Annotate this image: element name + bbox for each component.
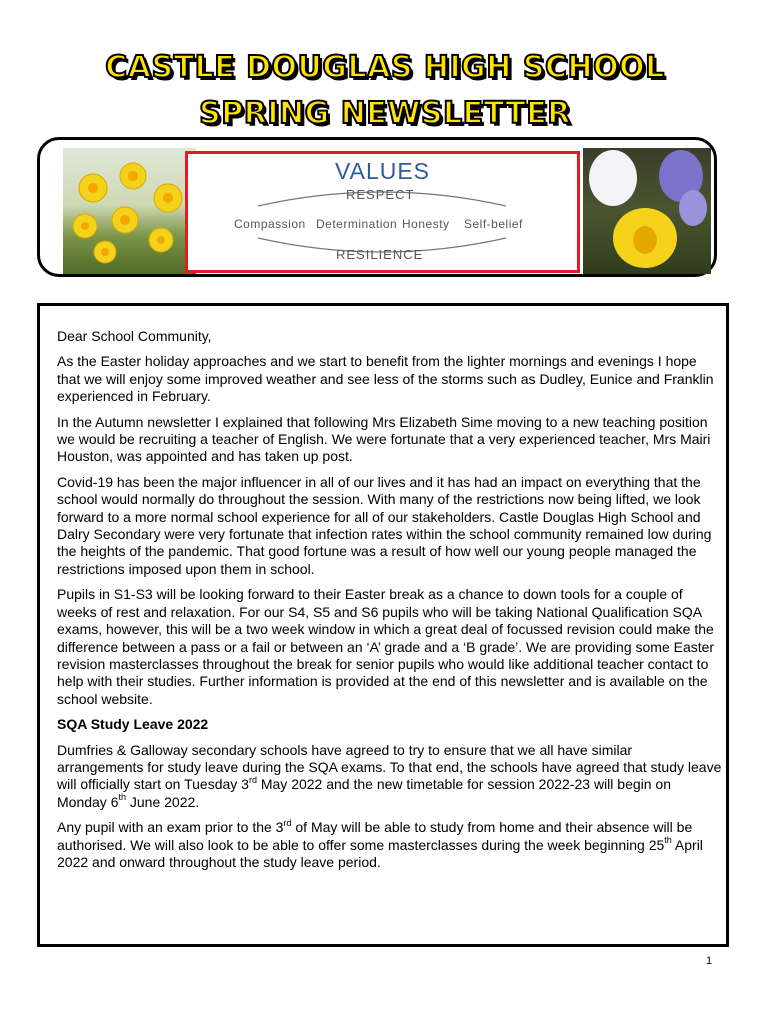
newsletter-title-school: CASTLE DOUGLAS HIGH SCHOOL bbox=[105, 50, 665, 85]
value-respect: RESPECT bbox=[346, 187, 415, 202]
letter-paragraph bbox=[57, 742, 722, 812]
text-span: April 2022 and onward throughout the study leave period. bbox=[57, 836, 703, 870]
text-span: of May will be able to study from home and their absence will be authorised. We will also look to be able to offer some masterclasses during the week beginning 25 bbox=[57, 819, 693, 853]
letter-body bbox=[57, 328, 722, 879]
text-span: Any pupil with an exam prior to the 3 bbox=[57, 819, 284, 836]
letter-paragraph: Pupils in S1-S3 will be looking forward to their Easter break as a chance to down tools for a couple of weeks of rest and relaxation. For our S4, S5 and S6 pupils who will be taking National Qualification SQA exams, however, this will be a two week window in which a great deal of focussed revision could make the difference between a pass or a fail or between an ‘A’ grade and a ‘B grade’. We are providing some Easter revision masterclasses throughout the break for senior pupils who would like additional teacher contact to help with their studies. Further information is provided at the end of this newsletter and is available on the school website. bbox=[57, 586, 715, 707]
value-resilience: RESILIENCE bbox=[336, 247, 424, 262]
daffodils-image bbox=[63, 148, 196, 274]
value-self-belief: Self-belief bbox=[464, 217, 523, 231]
letter-greeting: Dear School Community, bbox=[57, 328, 212, 344]
values-banner bbox=[37, 137, 717, 277]
letter-paragraph: As the Easter holiday approaches and we start to benefit from the lighter mornings and evenings I hope that we will enjoy some improved weather and see less of the storms such as Dudley, Eunice and Franklin experienced in February. bbox=[57, 353, 714, 405]
value-determination: Determination bbox=[316, 217, 398, 231]
text-span: Dumfries & Galloway secondary schools have agreed to try to ensure that we all have similar arrangements for study leave during the SQA exams. To that end, the schools have agreed that study leave will officially start on Tuesday 3 bbox=[57, 741, 722, 793]
text-span: May 2022 and the new timetable for session 2022-23 will begin on Monday 6 bbox=[57, 776, 672, 810]
value-compassion: Compassion bbox=[234, 217, 306, 231]
values-title: VALUES bbox=[334, 158, 431, 184]
letter-paragraph: Covid-19 has been the major influencer in all of our lives and it has had an impact on everything that the school would normally do throughout the session. With many of the restrictions now being lifted, we look forward to a more normal school experience for all of our stakeholders. Castle Douglas High School and Dalry Secondary were very fortunate that infection rates within the school community remained low during the heights of the pandemic. That good fortune was a result of how well our young people managed the restrictions imposed upon them in school. bbox=[57, 473, 712, 577]
letter-paragraph: In the Autumn newsletter I explained that following Mrs Elizabeth Sime moving to a new teaching position we would be recruiting a teacher of English. We were fortunate that a very experienced teacher, Mrs Mairi Houston, was appointed and has taken up post. bbox=[57, 413, 711, 465]
ordinal-suffix: rd bbox=[283, 817, 292, 828]
ordinal-suffix: rd bbox=[248, 774, 257, 785]
page-number: 1 bbox=[706, 955, 713, 967]
crocus-image bbox=[583, 148, 711, 274]
ordinal-suffix: th bbox=[118, 792, 126, 803]
text-span: June 2022. bbox=[126, 793, 200, 810]
section-heading-study-leave: SQA Study Leave 2022 bbox=[57, 716, 209, 733]
newsletter-title-edition: SPRING NEWSLETTER bbox=[199, 96, 571, 131]
newsletter-letter-box bbox=[37, 303, 729, 947]
letter-paragraph bbox=[57, 819, 722, 871]
ordinal-suffix: th bbox=[664, 834, 672, 845]
values-logo bbox=[185, 151, 580, 273]
value-honesty: Honesty bbox=[402, 217, 450, 231]
